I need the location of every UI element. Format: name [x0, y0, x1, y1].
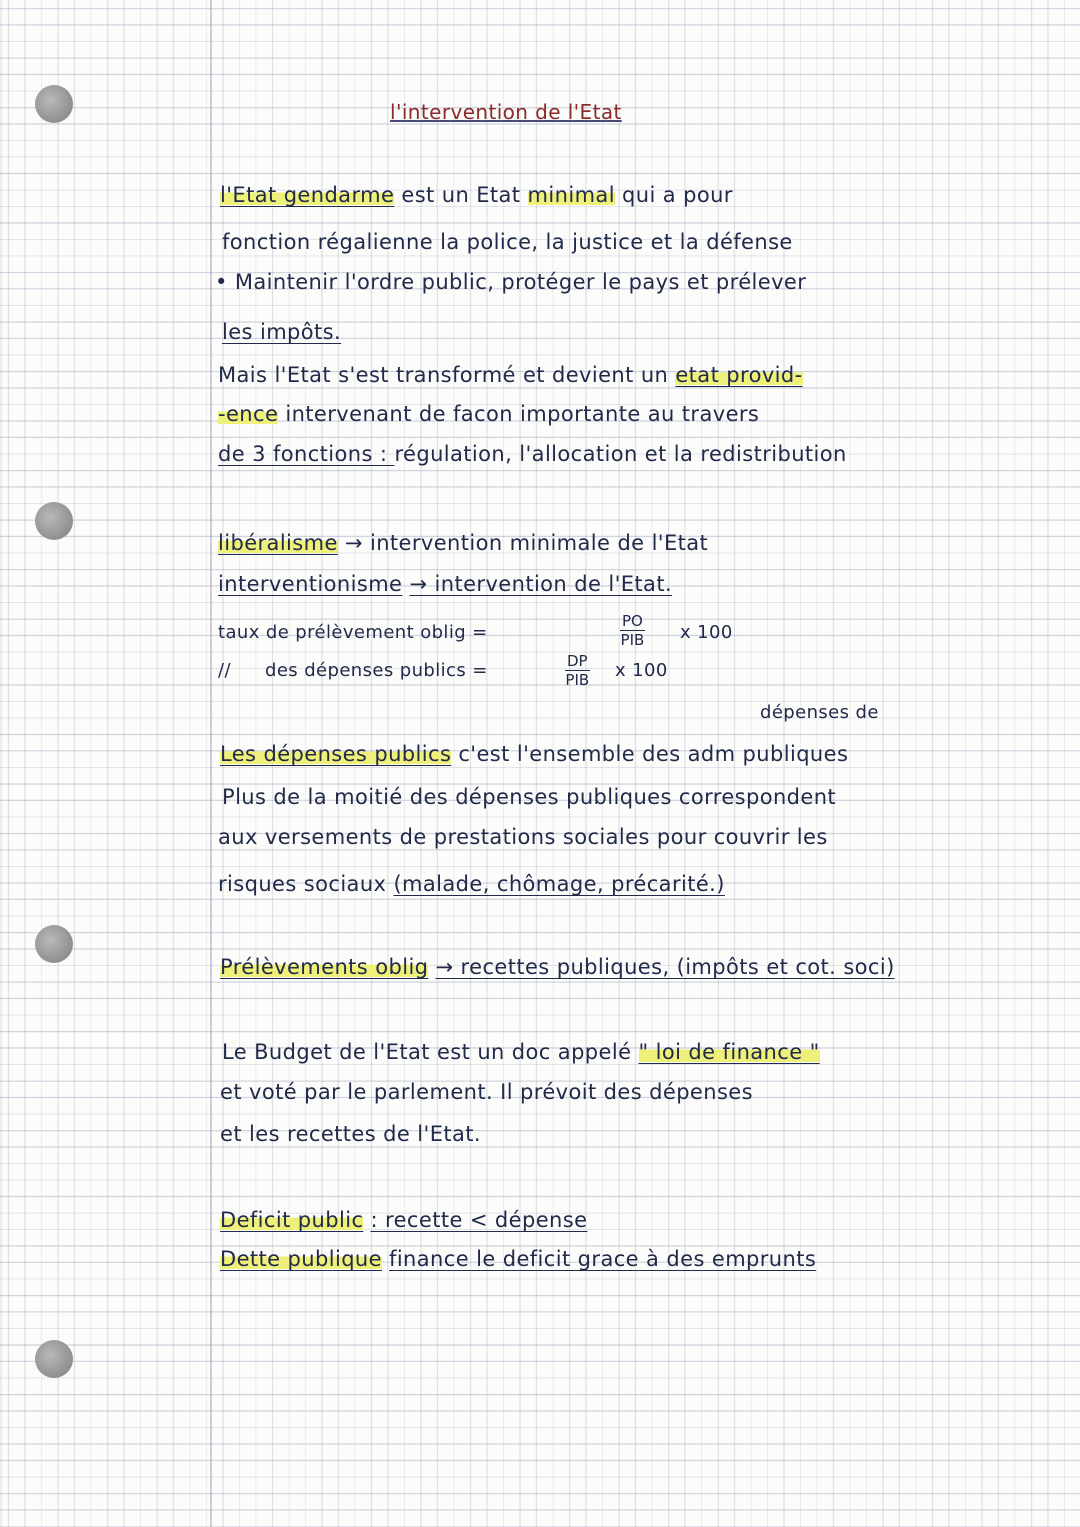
para2-liberalisme: libéralisme → intervention minimale de l'Etat	[218, 531, 709, 555]
margin-line	[210, 0, 212, 1527]
formula-dep-mult: x 100	[615, 660, 668, 681]
para1-line6: -ence intervenant de facon importante au travers	[218, 402, 760, 426]
formula-dep-fraction: DP PIB	[565, 652, 590, 689]
binder-hole	[35, 502, 73, 540]
term-interventionisme: interventionisme	[218, 572, 403, 596]
term-minimal: minimal	[527, 183, 615, 207]
para5-line1: Le Budget de l'Etat est un doc appelé " loi de finance "	[222, 1040, 820, 1064]
formula-taux-mult: x 100	[680, 622, 733, 643]
term-dette-publique: Dette publique	[220, 1247, 382, 1271]
para6-line1: Deficit public : recette < dépense	[220, 1208, 588, 1232]
para3-line2: Plus de la moitié des dépenses publiques correspondent	[222, 785, 837, 809]
term-depenses-publics: Les dépenses publics	[220, 742, 452, 766]
para1-line7: de 3 fonctions : régulation, l'allocation et la redistribution	[218, 442, 847, 466]
binder-hole	[35, 85, 73, 123]
para3-line1: Les dépenses publics c'est l'ensemble des adm publiques	[220, 742, 849, 766]
para5-line3: et les recettes de l'Etat.	[220, 1122, 481, 1146]
term-prelevements-oblig: Prélèvements oblig	[220, 955, 429, 979]
para1-line4: les impôts.	[222, 320, 342, 344]
binder-hole	[35, 925, 73, 963]
para3-line3: aux versements de prestations sociales pour couvrir les	[218, 825, 828, 849]
term-liberalisme: libéralisme	[218, 531, 338, 555]
para6-line2: Dette publique finance le deficit grace à des emprunts	[220, 1247, 817, 1271]
term-etat-gendarme: l'Etat gendarme	[220, 183, 395, 207]
para1-line1: l'Etat gendarme est un Etat minimal qui a pour	[220, 183, 733, 207]
formula-taux-fraction: PO PIB	[620, 612, 645, 649]
para4-line1: Prélèvements oblig → recettes publiques, (impôts et cot. soci)	[220, 955, 895, 979]
para5-line2: et voté par le parlement. Il prévoit des dépenses	[220, 1080, 753, 1104]
term-etat-providence: etat provid-	[675, 363, 803, 387]
formula-dep-label: des dépenses publics =	[265, 660, 488, 681]
para1-line3: • Maintenir l'ordre public, protéger le pays et prélever	[215, 270, 807, 294]
para1-line2: fonction régalienne la police, la justice et la défense	[222, 230, 793, 254]
formula-taux-label: taux de prélèvement oblig =	[218, 622, 488, 643]
page-title: l'intervention de l'Etat	[390, 100, 622, 124]
term-deficit-public: Deficit public	[220, 1208, 364, 1232]
term-loi-de-finance: " loi de finance "	[638, 1040, 820, 1064]
para1-line5: Mais l'Etat s'est transformé et devient un etat provid-	[218, 363, 803, 387]
para3-line4: risques sociaux (malade, chômage, précarité.)	[218, 872, 725, 896]
para2-interventionisme: interventionisme → intervention de l'Etat.	[218, 572, 673, 596]
insert-note: dépenses de	[760, 702, 879, 723]
formula-dep-prefix: //	[218, 660, 231, 681]
binder-hole	[35, 1340, 73, 1378]
